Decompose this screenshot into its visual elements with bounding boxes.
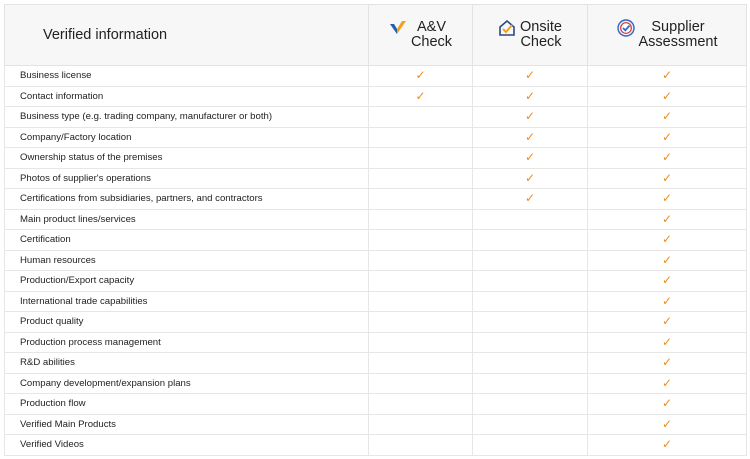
cell-supplier	[588, 332, 747, 353]
row-label: Business license	[5, 66, 369, 87]
checkmark-icon: ✓	[661, 293, 673, 308]
checkmark-icon: ✓	[524, 129, 536, 144]
cell-onsite	[473, 189, 588, 210]
cell-av	[369, 209, 473, 230]
checkmark-icon: ✓	[661, 437, 673, 452]
cell-av	[369, 168, 473, 189]
cell-supplier	[588, 394, 747, 415]
table-row	[5, 394, 747, 415]
table-row	[5, 189, 747, 210]
cell-onsite	[473, 66, 588, 87]
row-label: Product quality	[5, 312, 369, 333]
cell-onsite	[473, 271, 588, 292]
checkmark-icon: ✓	[661, 191, 673, 206]
table-row	[5, 148, 747, 169]
cell-supplier	[588, 373, 747, 394]
cell-onsite	[473, 332, 588, 353]
table-row	[5, 168, 747, 189]
cell-supplier	[588, 189, 747, 210]
comparison-table	[4, 4, 747, 456]
cell-onsite	[473, 353, 588, 374]
row-label: Company/Factory location	[5, 127, 369, 148]
cell-av	[369, 414, 473, 435]
table-row	[5, 291, 747, 312]
header-title: Verified information	[5, 5, 369, 66]
cell-av	[369, 250, 473, 271]
row-label: Main product lines/services	[5, 209, 369, 230]
header-row	[5, 5, 747, 66]
checkmark-icon: ✓	[661, 375, 673, 390]
checkmark-icon: ✓	[415, 88, 426, 103]
row-label: International trade capabilities	[5, 291, 369, 312]
checkmark-icon: ✓	[661, 88, 673, 103]
cell-supplier	[588, 414, 747, 435]
table-row	[5, 373, 747, 394]
row-label: Production/Export capacity	[5, 271, 369, 292]
cell-supplier	[588, 250, 747, 271]
cell-onsite	[473, 414, 588, 435]
cell-av	[369, 107, 473, 128]
cell-onsite	[473, 86, 588, 107]
av-check-icon	[389, 19, 407, 37]
cell-supplier	[588, 127, 747, 148]
checkmark-icon: ✓	[661, 273, 673, 288]
cell-supplier	[588, 312, 747, 333]
cell-av	[369, 66, 473, 87]
cell-av	[369, 435, 473, 456]
table-row	[5, 127, 747, 148]
table-row	[5, 271, 747, 292]
supplier-assessment-icon	[617, 19, 635, 37]
table-row	[5, 332, 747, 353]
row-label: Certifications from subsidiaries, partners, and contractors	[5, 189, 369, 210]
cell-supplier	[588, 66, 747, 87]
table-row	[5, 414, 747, 435]
cell-av	[369, 332, 473, 353]
checkmark-icon: ✓	[661, 232, 673, 247]
checkmark-icon: ✓	[524, 150, 536, 165]
checkmark-icon: ✓	[661, 150, 673, 165]
cell-av	[369, 86, 473, 107]
checkmark-icon: ✓	[661, 416, 673, 431]
cell-av	[369, 148, 473, 169]
checkmark-icon: ✓	[524, 109, 536, 124]
cell-av	[369, 353, 473, 374]
checkmark-icon: ✓	[661, 334, 673, 349]
checkmark-icon: ✓	[524, 191, 536, 206]
cell-onsite	[473, 435, 588, 456]
cell-onsite	[473, 127, 588, 148]
table-row	[5, 107, 747, 128]
row-label: Contact information	[5, 86, 369, 107]
cell-onsite	[473, 312, 588, 333]
checkmark-icon: ✓	[661, 68, 673, 83]
checkmark-icon: ✓	[661, 109, 673, 124]
cell-supplier	[588, 271, 747, 292]
table-row	[5, 435, 747, 456]
header-supplier-line1: Supplier	[651, 19, 705, 35]
checkmark-icon: ✓	[415, 68, 426, 83]
cell-onsite	[473, 250, 588, 271]
cell-supplier	[588, 209, 747, 230]
table-row	[5, 312, 747, 333]
row-label: Human resources	[5, 250, 369, 271]
cell-av	[369, 394, 473, 415]
header-onsite-check	[473, 5, 588, 66]
cell-supplier	[588, 148, 747, 169]
row-label: Business type (e.g. trading company, manufacturer or both)	[5, 107, 369, 128]
header-onsite-line1: Onsite	[520, 19, 562, 35]
cell-supplier	[588, 353, 747, 374]
cell-av	[369, 312, 473, 333]
cell-onsite	[473, 230, 588, 251]
checkmark-icon: ✓	[661, 170, 673, 185]
cell-supplier	[588, 230, 747, 251]
header-av-line1: A&V	[416, 19, 446, 35]
cell-onsite	[473, 168, 588, 189]
header-supplier-assessment	[588, 5, 747, 66]
checkmark-icon: ✓	[661, 314, 673, 329]
header-av-check	[369, 5, 473, 66]
cell-av	[369, 127, 473, 148]
checkmark-icon: ✓	[661, 252, 673, 267]
table-row	[5, 353, 747, 374]
table-row	[5, 230, 747, 251]
row-label: Ownership status of the premises	[5, 148, 369, 169]
row-label: Production flow	[5, 394, 369, 415]
cell-supplier	[588, 435, 747, 456]
checkmark-icon: ✓	[661, 396, 673, 411]
checkmark-icon: ✓	[661, 211, 673, 226]
cell-av	[369, 189, 473, 210]
row-label: Certification	[5, 230, 369, 251]
cell-av	[369, 271, 473, 292]
cell-av	[369, 373, 473, 394]
header-supplier-line2: Assessment	[638, 34, 718, 50]
row-label: Verified Main Products	[5, 414, 369, 435]
table-row	[5, 209, 747, 230]
row-label: R&D abilities	[5, 353, 369, 374]
cell-onsite	[473, 291, 588, 312]
cell-onsite	[473, 209, 588, 230]
checkmark-icon: ✓	[524, 68, 536, 83]
row-label: Company development/expansion plans	[5, 373, 369, 394]
checkmark-icon: ✓	[524, 170, 536, 185]
header-av-line2: Check	[410, 34, 453, 50]
checkmark-icon: ✓	[661, 355, 673, 370]
table-row	[5, 250, 747, 271]
cell-supplier	[588, 291, 747, 312]
cell-supplier	[588, 168, 747, 189]
checkmark-icon: ✓	[661, 129, 673, 144]
cell-onsite	[473, 148, 588, 169]
cell-av	[369, 291, 473, 312]
cell-supplier	[588, 86, 747, 107]
header-onsite-line2: Check	[520, 34, 562, 50]
cell-onsite	[473, 373, 588, 394]
row-label: Verified Videos	[5, 435, 369, 456]
cell-av	[369, 230, 473, 251]
cell-onsite	[473, 394, 588, 415]
cell-supplier	[588, 107, 747, 128]
table-row	[5, 66, 747, 87]
row-label: Photos of supplier's operations	[5, 168, 369, 189]
table-row	[5, 86, 747, 107]
onsite-check-icon	[498, 19, 516, 37]
cell-onsite	[473, 107, 588, 128]
checkmark-icon: ✓	[524, 88, 536, 103]
row-label: Production process management	[5, 332, 369, 353]
